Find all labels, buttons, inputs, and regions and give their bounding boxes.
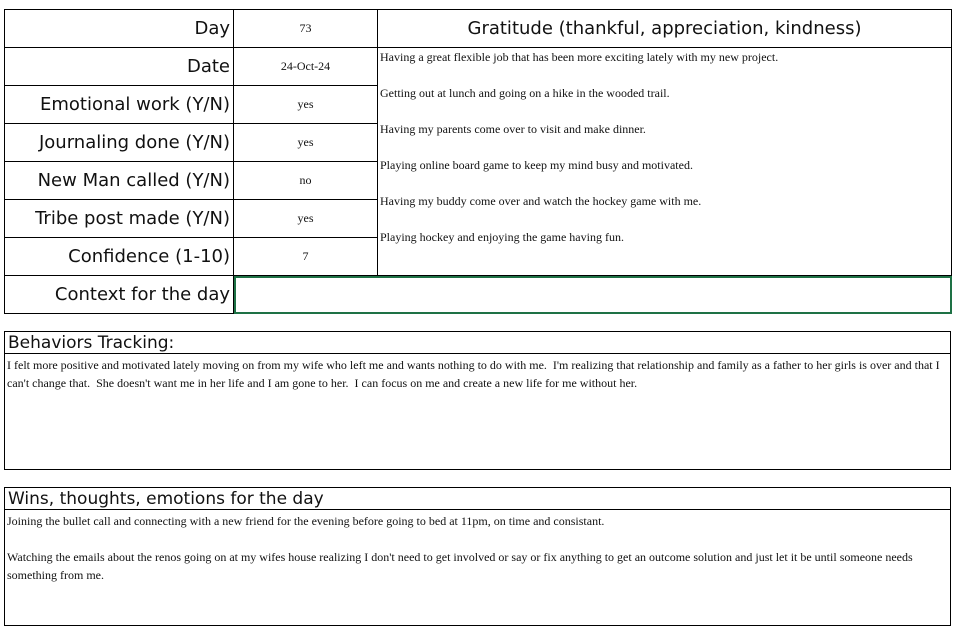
- day-label: Day: [5, 10, 234, 48]
- confidence-value-cell[interactable]: 7: [234, 238, 378, 276]
- behaviors-text-cell[interactable]: I felt more positive and motivated lately moving on from my wife who left me and wants nothing to do with me. I'm realizing that relationship and family as a father to her girls is over and that I can't change that. She doesn't want me in her life and I am gone to her. I can focus on me and create a new life for me without her.: [7, 358, 943, 390]
- gratitude-item: Getting out at lunch and going on a hike in the wooded trail.: [380, 86, 670, 100]
- tribe-post-label: Tribe post made (Y/N): [5, 200, 234, 238]
- tribe-post-value-cell[interactable]: yes: [234, 200, 378, 238]
- gratitude-item: Having a great flexible job that has been more exciting lately with my new project.: [380, 50, 779, 64]
- wins-section: [4, 487, 951, 626]
- gratitude-item: Having my parents come over to visit and make dinner.: [380, 122, 646, 136]
- context-for-the-day-cell[interactable]: [234, 276, 952, 314]
- date-value-cell[interactable]: 24-Oct-24: [234, 48, 378, 86]
- confidence-label: Confidence (1-10): [5, 238, 234, 276]
- gratitude-cell[interactable]: [378, 48, 952, 276]
- day-value-cell[interactable]: 73: [234, 10, 378, 48]
- wins-text-cell[interactable]: Joining the bullet call and connecting with a new friend for the evening before going to bed at 11pm, on time and consistant. Watching the emails about the renos going on at my wifes house realizing I don't need to get involved or say or fix anything to get an outcome solution and just let it be until someone needs something from me.: [7, 514, 913, 582]
- new-man-called-label: New Man called (Y/N): [5, 162, 234, 200]
- journaling-done-label: Journaling done (Y/N): [5, 124, 234, 162]
- gratitude-item: Having my buddy come over and watch the hockey game with me.: [380, 194, 702, 208]
- new-man-called-value-cell[interactable]: no: [234, 162, 378, 200]
- behaviors-title: Behaviors Tracking:: [5, 332, 950, 354]
- gratitude-item: Playing online board game to keep my mind busy and motivated.: [380, 158, 693, 172]
- journal-grid: [4, 9, 952, 314]
- date-label: Date: [5, 48, 234, 86]
- gratitude-title: Gratitude (thankful, appreciation, kindness): [378, 10, 952, 48]
- gratitude-item: Playing hockey and enjoying the game having fun.: [380, 230, 624, 244]
- wins-title: Wins, thoughts, emotions for the day: [5, 488, 950, 510]
- context-label: Context for the day: [5, 276, 234, 314]
- journaling-done-value-cell[interactable]: yes: [234, 124, 378, 162]
- emotional-work-label: Emotional work (Y/N): [5, 86, 234, 124]
- behaviors-section: [4, 331, 951, 470]
- emotional-work-value-cell[interactable]: yes: [234, 86, 378, 124]
